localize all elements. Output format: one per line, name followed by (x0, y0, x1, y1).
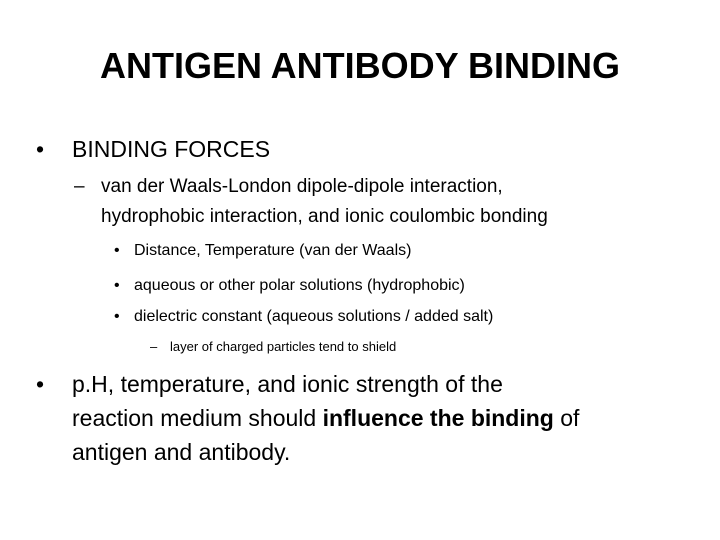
bullet-line-2-emphasis: influence the binding (322, 405, 554, 431)
bullet-ph-temperature (0, 369, 720, 469)
bullet-binding-forces (0, 134, 720, 164)
bullet-line-3: antigen and antibody. (72, 439, 291, 465)
sub-bullet-distance (0, 240, 720, 261)
bullet-line-2 (72, 403, 579, 433)
bullet-line-2-end: of (553, 405, 580, 431)
sub-item-forces (0, 174, 720, 226)
sub-sub-item-text: layer of charged particles tend to shield (170, 339, 397, 354)
bullet-line-1: p.H, temperature, and ionic strength of the (72, 371, 503, 397)
sub-item-line-1: van der Waals-London dipole-dipole interaction, (101, 176, 503, 197)
bullet-line-2-start: reaction medium should (72, 405, 323, 431)
slide-title: ANTIGEN ANTIBODY BINDING (99, 45, 620, 86)
sub-item-line-2: hydrophobic interaction, and ionic coulombic bonding (101, 206, 548, 227)
sub-bullet-text: dielectric constant (aqueous solutions / added salt) (134, 308, 494, 325)
sub-bullet-text: aqueous or other polar solutions (hydrophobic) (134, 277, 465, 294)
dash-marker: – (74, 176, 85, 197)
bullet-marker: • (114, 242, 120, 259)
bullet-marker: • (114, 277, 120, 294)
bullet-text: BINDING FORCES (72, 136, 271, 162)
dash-marker: – (150, 339, 158, 354)
sub-sub-item-shield (0, 338, 720, 355)
bullet-marker: • (36, 371, 45, 397)
bullet-marker: • (114, 308, 120, 325)
bullet-marker: • (36, 136, 45, 162)
sub-bullet-aqueous (0, 275, 720, 296)
sub-bullet-dielectric (0, 306, 720, 327)
sub-bullet-text: Distance, Temperature (van der Waals) (134, 242, 412, 259)
